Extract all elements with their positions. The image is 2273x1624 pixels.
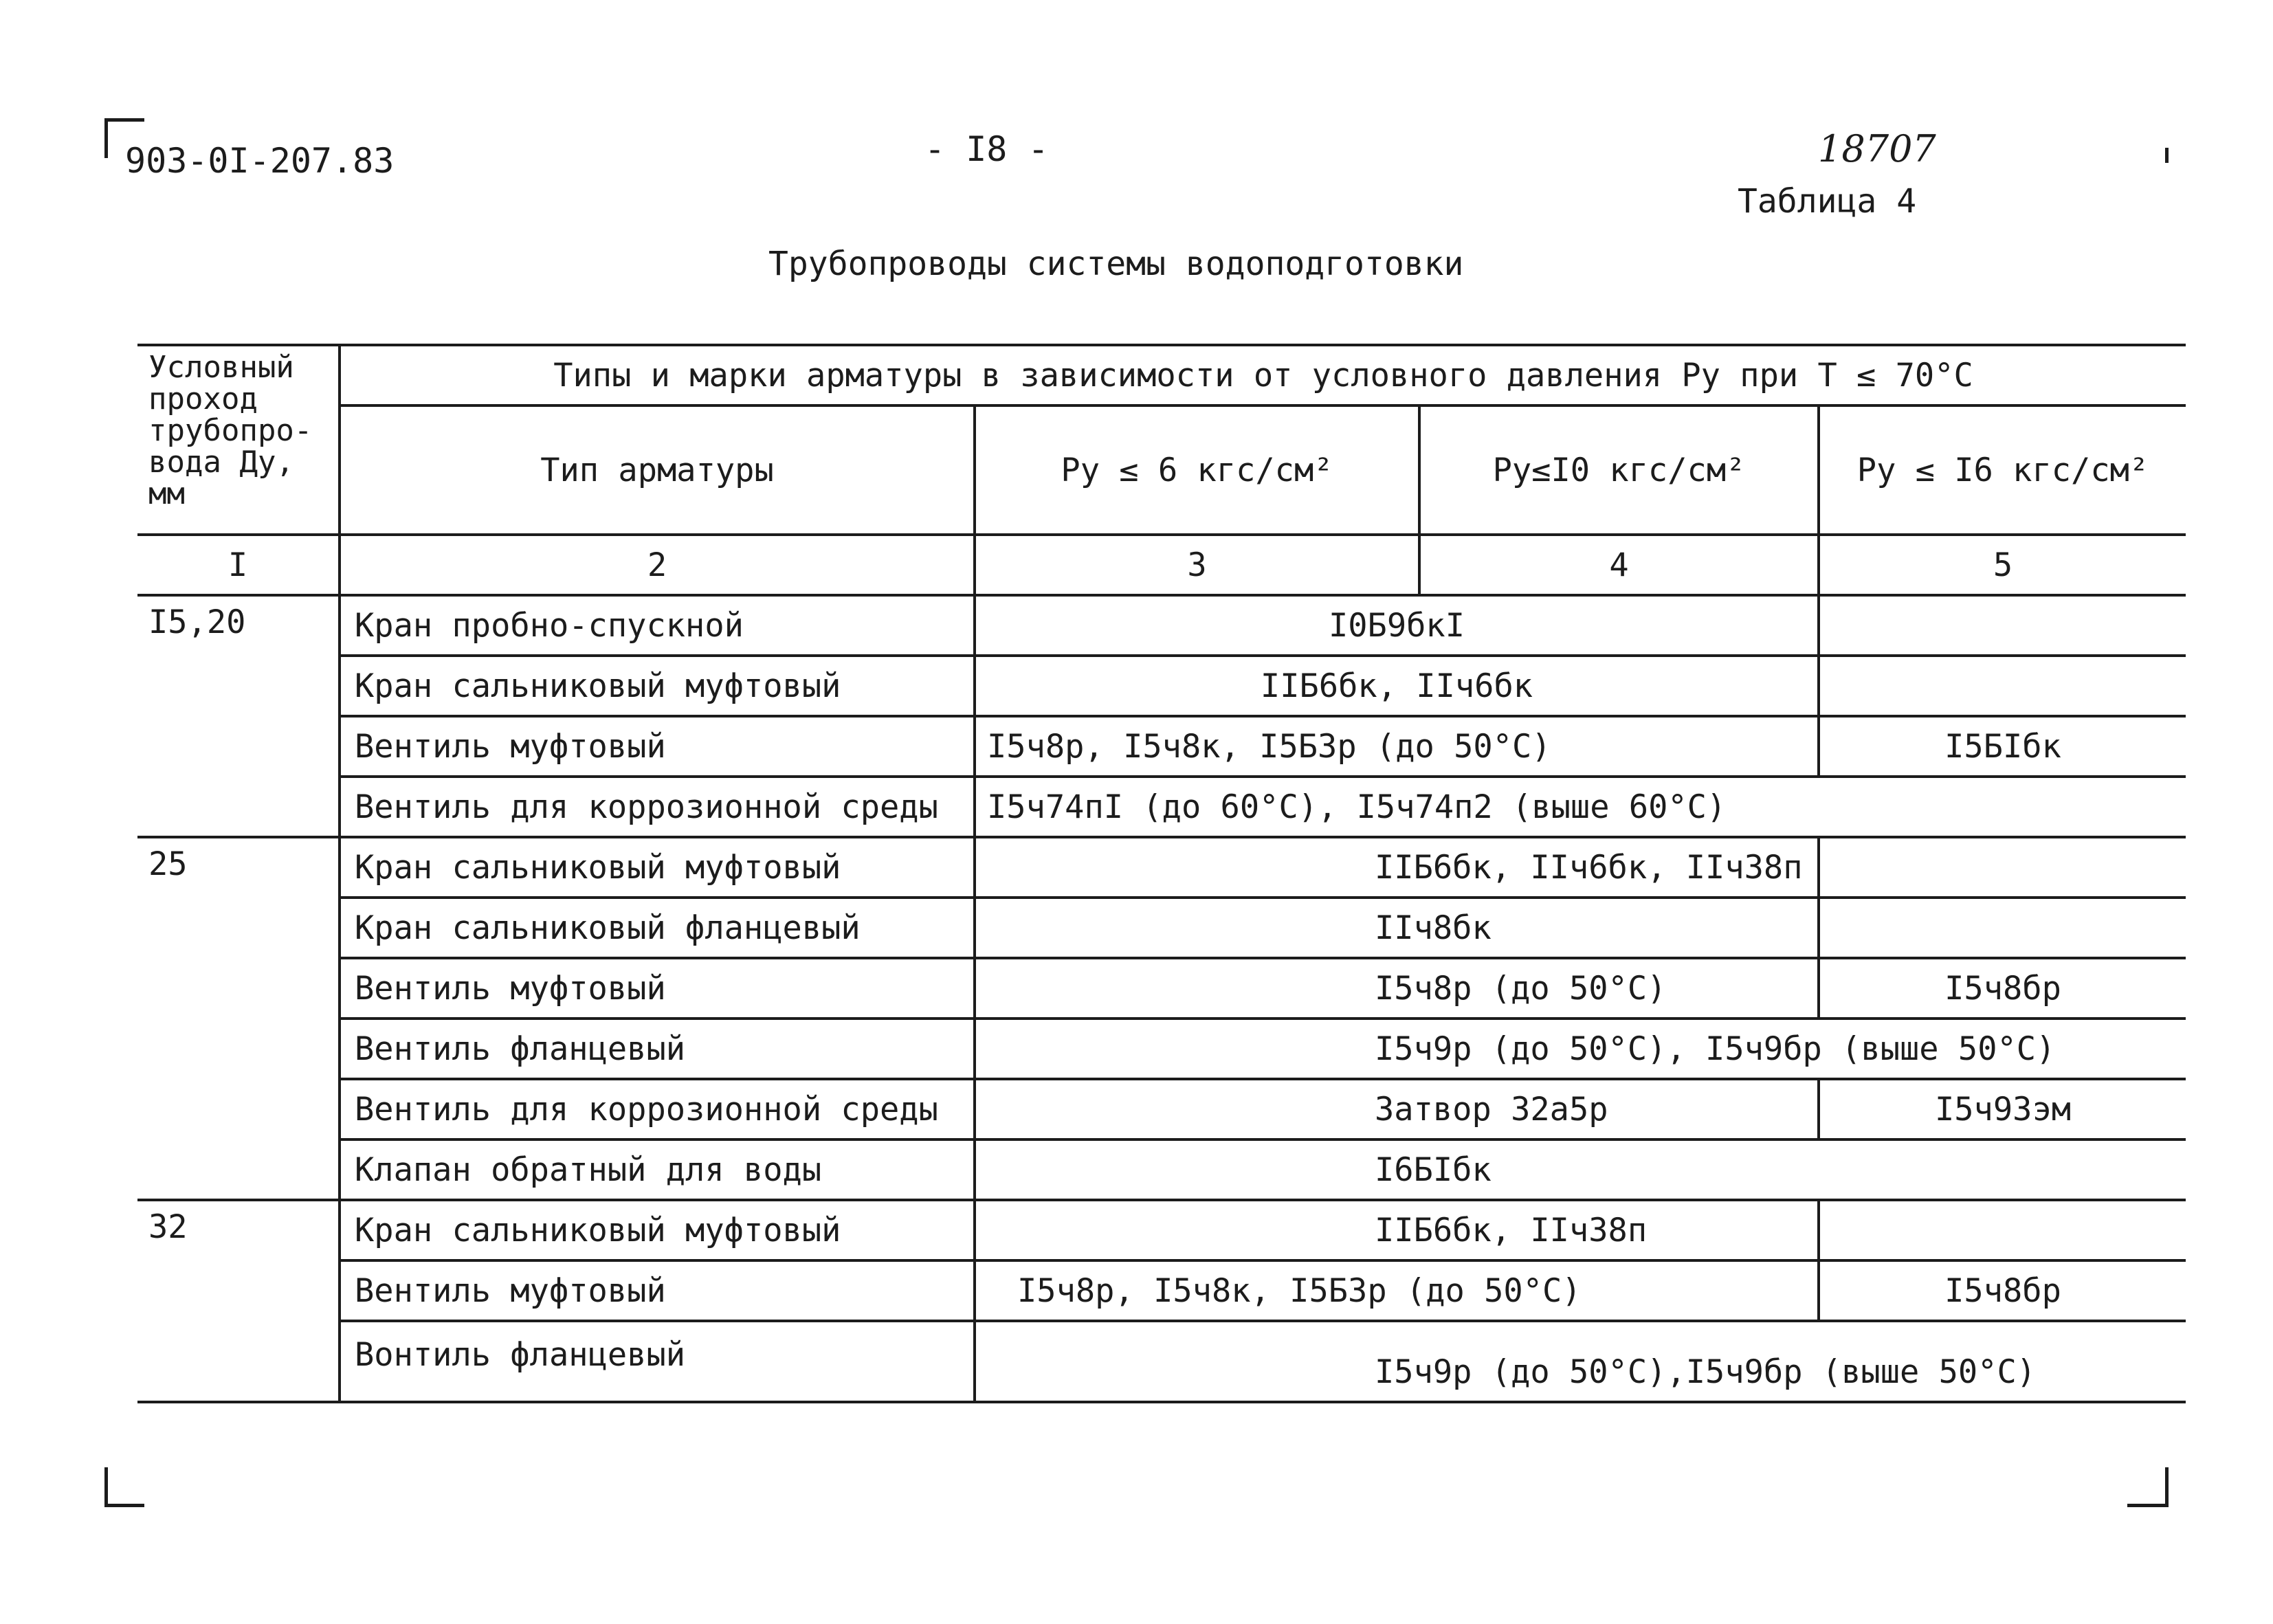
margin-mark: [2165, 148, 2169, 163]
col-number: 3: [975, 535, 1419, 595]
table-row: [137, 1019, 2186, 1079]
table-row: [137, 1079, 2186, 1139]
fitting-mark: I5ч74пI (до 60°С), I5ч74п2 (выше 60°С): [975, 777, 2186, 837]
fitting-type: Вентиль муфтовый: [340, 716, 975, 777]
p6-header: Ру ≤ 6 кгс/см²: [975, 405, 1419, 535]
fitting-mark-p16: I5БIбк: [1819, 716, 2186, 777]
fitting-mark: IIБ6бк, IIч6бк, IIч38п: [975, 837, 1819, 898]
fitting-mark-p16: I5ч93эм: [1819, 1079, 2186, 1139]
fitting-type: Кран сальниковый муфтовый: [340, 1200, 975, 1260]
fitting-type: Клапан обратный для воды: [340, 1139, 975, 1200]
table-row: [137, 716, 2186, 777]
corner-mark-top-left: [104, 118, 108, 158]
fitting-mark: I5ч8р, I5ч8к, I5Б3р (до 50°С): [975, 716, 1819, 777]
fitting-mark: I5ч8р (до 50°С): [975, 958, 1819, 1019]
header-row-1: [137, 345, 2186, 405]
doc-code: 903-0I-207.83: [125, 141, 395, 181]
group-header: Типы и марки арматуры в зависимости от условного давления Ру при Т ≤ 70°С: [340, 345, 2186, 405]
fitting-type: Вентиль для коррозионной среды: [340, 777, 975, 837]
du-header: Условный проход трубопро-вода Ду, мм: [137, 345, 340, 535]
fitting-mark: IIБ6бк, IIч38п: [975, 1200, 1819, 1260]
fitting-mark-p16: I5ч8бр: [1819, 1260, 2186, 1321]
col-number: 4: [1419, 535, 1819, 595]
corner-mark-top-left-h: [104, 118, 144, 122]
col-number: I: [137, 535, 340, 595]
fitting-mark-p16: [1819, 837, 2186, 898]
p10-header: Ру≤I0 кгс/см²: [1419, 405, 1819, 535]
type-header: Тип арматуры: [340, 405, 975, 535]
table-label: Таблица 4: [1738, 182, 1917, 221]
table-row: [137, 1321, 2186, 1402]
page-title: Трубопроводы системы водоподготовки: [768, 245, 1464, 283]
table-row: [137, 958, 2186, 1019]
page-number: - I8 -: [924, 129, 1049, 169]
fitting-type: Кран сальниковый муфтовый: [340, 837, 975, 898]
fitting-mark-p16: [1819, 656, 2186, 716]
fitting-mark: IIБ6бк, IIч6бк: [975, 656, 1819, 716]
col-number: 5: [1819, 535, 2186, 595]
table-row: [137, 837, 2186, 898]
du-value: 25: [137, 837, 340, 1200]
fitting-type: Вентиль муфтовый: [340, 1260, 975, 1321]
fitting-mark-p16: I5ч8бр: [1819, 958, 2186, 1019]
fitting-mark: IIч8бк: [975, 898, 1819, 958]
table-row: [137, 1200, 2186, 1260]
archive-number: 18707: [1818, 127, 1936, 170]
table-row: [137, 1139, 2186, 1200]
fitting-mark: I5ч9р (до 50°С), I5ч9бр (выше 50°С): [975, 1019, 2186, 1079]
corner-mark-bottom-left-h: [104, 1504, 144, 1507]
column-numbers-row: [137, 535, 2186, 595]
fitting-mark: I0Б9бкI: [975, 595, 1819, 656]
fitting-mark: I6БIбк: [975, 1139, 2186, 1200]
du-value: 32: [137, 1200, 340, 1402]
table-row: [137, 595, 2186, 656]
fitting-type: Кран пробно-спускной: [340, 595, 975, 656]
table-row: [137, 898, 2186, 958]
fitting-type: Кран сальниковый фланцевый: [340, 898, 975, 958]
fitting-mark-p16: [1819, 898, 2186, 958]
fitting-mark: Затвор 32а5р: [975, 1079, 1819, 1139]
fitting-type: Вентиль для коррозионной среды: [340, 1079, 975, 1139]
fitting-type: Вонтиль фланцевый: [340, 1321, 975, 1402]
fitting-mark-p16: [1819, 1200, 2186, 1260]
fittings-table: [137, 344, 2186, 1403]
fitting-type: Вентиль фланцевый: [340, 1019, 975, 1079]
fitting-type: Вентиль муфтовый: [340, 958, 975, 1019]
fitting-mark: I5ч9р (до 50°С),I5ч9бр (выше 50°С): [975, 1321, 2186, 1402]
fitting-mark: I5ч8р, I5ч8к, I5Б3р (до 50°С): [975, 1260, 1819, 1321]
corner-mark-bottom-right-h: [2127, 1504, 2169, 1507]
col-number: 2: [340, 535, 975, 595]
header-row-2: [137, 405, 2186, 535]
table-row: [137, 1260, 2186, 1321]
table-row: [137, 777, 2186, 837]
table-row: [137, 656, 2186, 716]
fitting-mark-p16: [1819, 595, 2186, 656]
corner-mark-bottom-left: [104, 1467, 108, 1507]
du-value: I5,20: [137, 595, 340, 837]
fitting-type: Кран сальниковый муфтовый: [340, 656, 975, 716]
corner-mark-bottom-right: [2165, 1467, 2169, 1507]
p16-header: Ру ≤ I6 кгс/см²: [1819, 405, 2186, 535]
